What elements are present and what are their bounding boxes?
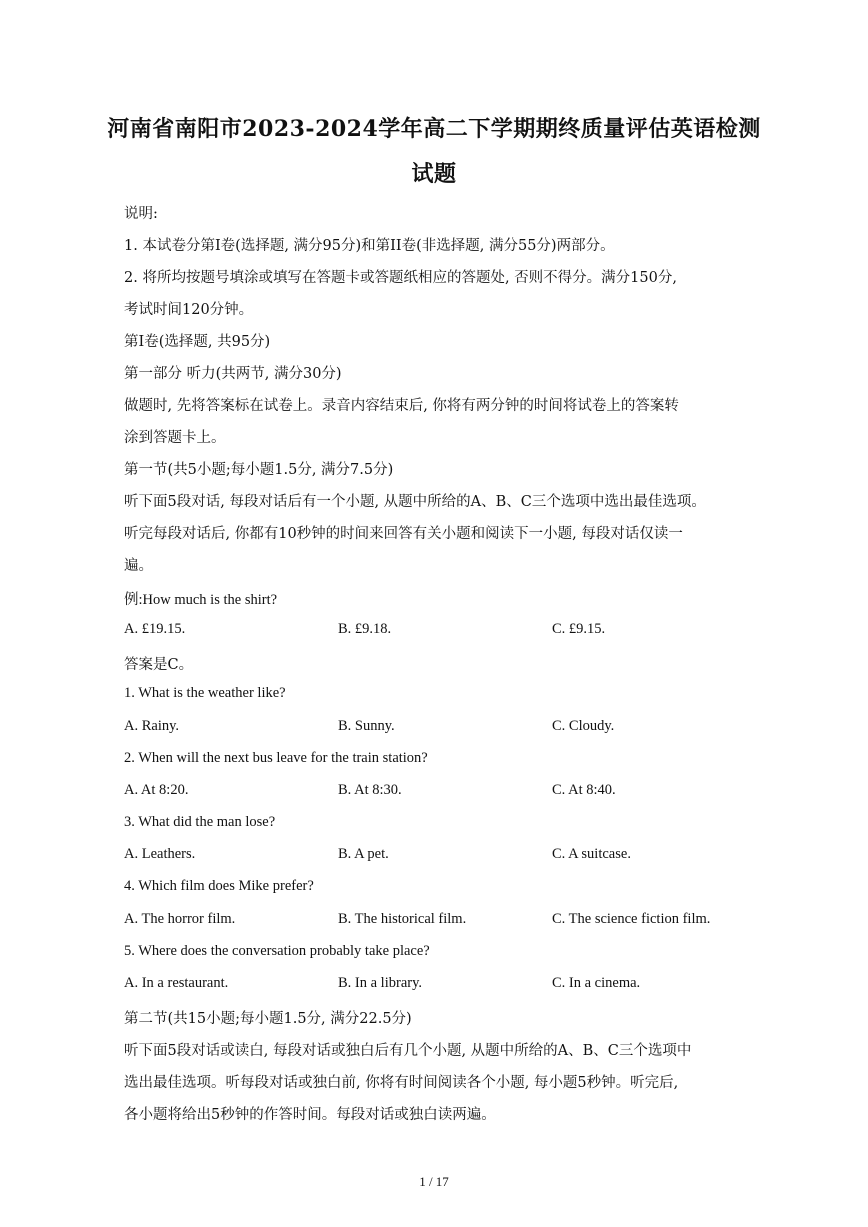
note-2-continued: 考试时间120分钟。 [124, 302, 254, 318]
question-2: 2. When will the next bus leave for the train station? [124, 750, 428, 766]
question-1-option-a: A. Rainy. [124, 718, 180, 734]
question-4: 4. Which film does Mike prefer? [124, 878, 314, 894]
volume-1-heading: 第I卷(选择题, 共95分) [124, 334, 271, 350]
page-number: 1 / 17 [419, 1174, 449, 1189]
note-1: 1. 本试卷分第I卷(选择题, 满分95分)和第II卷(非选择题, 满分55分)两部分。 [124, 238, 615, 254]
question-5-option-c: C. In a cinema. [552, 975, 641, 991]
question-3-option-c: C. A suitcase. [552, 846, 631, 862]
question-1: 1. What is the weather like? [124, 685, 286, 701]
instruction-line-2: 涂到答题卡上。 [124, 430, 226, 446]
document-title-line-2: 试题 [411, 161, 457, 187]
question-2-option-c: C. At 8:40. [552, 782, 616, 798]
example-option-b: B. £9.18. [338, 621, 392, 637]
section-2-desc-line-2: 选出最佳选项。听每段对话或独白前, 你将有时间阅读各个小题, 每小题5秒钟。听完后, [124, 1075, 679, 1091]
section-1-heading: 第一节(共5小题;每小题1.5分, 满分7.5分) [124, 462, 394, 478]
question-4-option-a: A. The horror film. [124, 911, 236, 927]
section-1-desc-line-2: 听完每段对话后, 你都有10秒钟的时间来回答有关小题和阅读下一小题, 每段对话仅读一 [124, 526, 683, 542]
notes-heading: 说明: [124, 206, 158, 222]
question-4-option-c: C. The science fiction film. [552, 911, 711, 927]
note-2: 2. 将所均按题号填涂或填写在答题卡或答题纸相应的答题处, 否则不得分。满分150分, [124, 270, 677, 286]
section-2-heading: 第二节(共15小题;每小题1.5分, 满分22.5分) [124, 1011, 412, 1027]
part-1-heading: 第一部分 听力(共两节, 满分30分) [124, 366, 342, 382]
question-1-option-c: C. Cloudy. [552, 718, 615, 734]
document-title-line-1: 河南省南阳市2023-2024学年高二下学期期终质量评估英语检测 [107, 116, 761, 142]
example-question: 例:How much is the shirt? [124, 592, 278, 608]
question-2-option-a: A. At 8:20. [124, 782, 189, 798]
section-1-desc-line-1: 听下面5段对话, 每段对话后有一个小题, 从题中所给的A、B、C三个选项中选出最佳选项。 [124, 494, 706, 510]
section-2-desc-line-3: 各小题将给出5秒钟的作答时间。每段对话或独白读两遍。 [124, 1107, 496, 1123]
question-4-option-b: B. The historical film. [338, 911, 467, 927]
question-1-option-b: B. Sunny. [338, 718, 395, 734]
section-2-desc-line-1: 听下面5段对话或读白, 每段对话或独白后有几个小题, 从题中所给的A、B、C三个选项中 [124, 1043, 692, 1059]
question-3: 3. What did the man lose? [124, 814, 276, 830]
question-5-option-a: A. In a restaurant. [124, 975, 229, 991]
section-1-desc-line-3: 遍。 [124, 558, 153, 574]
question-5: 5. Where does the conversation probably take place? [124, 943, 430, 959]
question-2-option-b: B. At 8:30. [338, 782, 402, 798]
question-5-option-b: B. In a library. [338, 975, 423, 991]
instruction-line-1: 做题时, 先将答案标在试卷上。录音内容结束后, 你将有两分钟的时间将试卷上的答案转 [124, 398, 679, 414]
example-answer: 答案是C。 [124, 657, 194, 673]
question-3-option-a: A. Leathers. [124, 846, 196, 862]
question-3-option-b: B. A pet. [338, 846, 389, 862]
example-option-a: A. £19.15. [124, 621, 186, 637]
example-option-c: C. £9.15. [552, 621, 606, 637]
